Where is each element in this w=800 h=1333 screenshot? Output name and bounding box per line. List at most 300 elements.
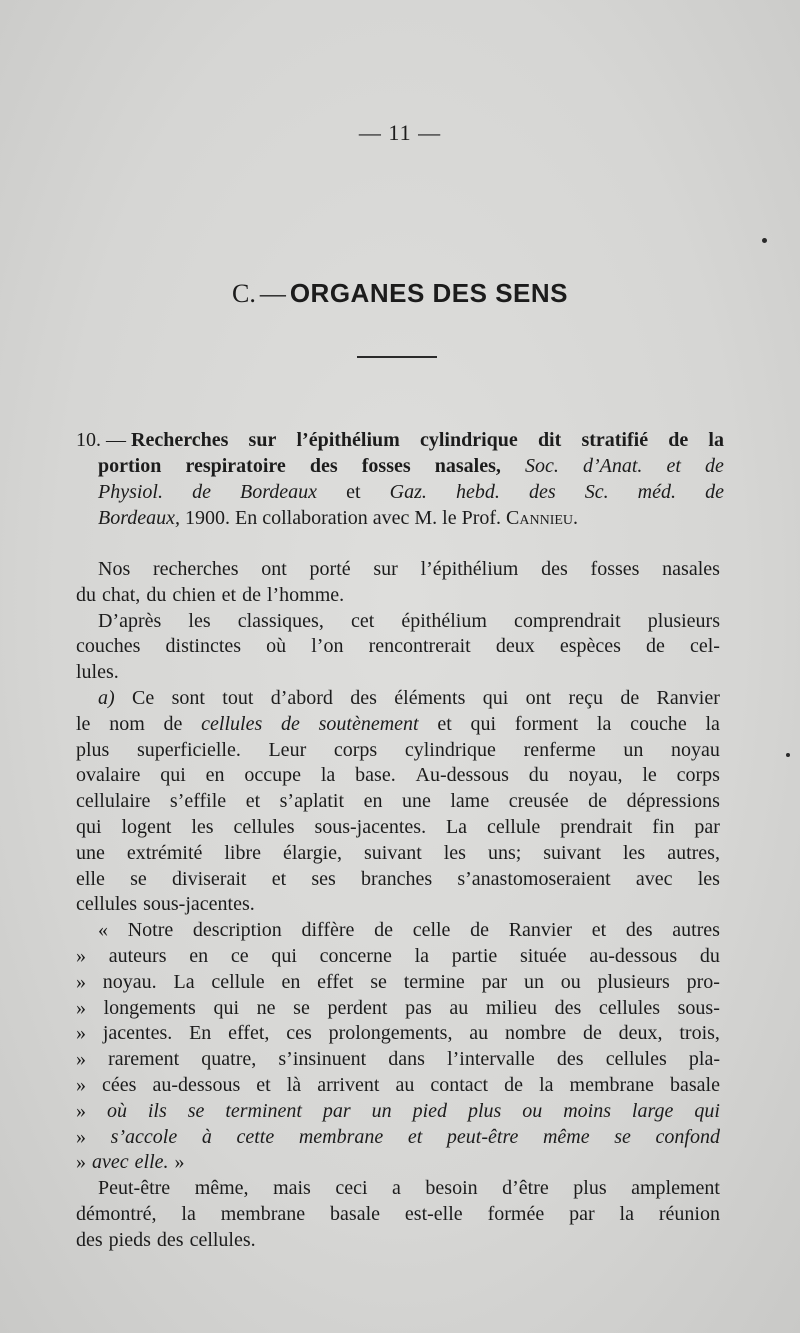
word: pieds xyxy=(108,1228,151,1251)
word: terminent xyxy=(225,1099,302,1122)
word: pas xyxy=(405,996,432,1019)
word: cées xyxy=(102,1073,137,1096)
text-line xyxy=(76,609,720,635)
word: dépressions xyxy=(626,790,720,813)
word: qui xyxy=(271,944,297,967)
word: ses xyxy=(311,867,336,890)
text-line xyxy=(76,892,720,918)
word: jacentes. xyxy=(102,1022,173,1045)
word: » xyxy=(76,996,86,1019)
word: suivant xyxy=(364,841,422,864)
text-line xyxy=(76,1228,720,1254)
word: » xyxy=(76,944,86,967)
text-line xyxy=(76,634,720,660)
word: formée xyxy=(487,1202,545,1225)
entry-word: sur xyxy=(248,429,277,451)
word: se xyxy=(187,1099,205,1122)
entry-word: Gaz. xyxy=(389,481,427,503)
word: où xyxy=(266,635,287,658)
body-text xyxy=(76,557,720,1254)
word: de xyxy=(242,583,261,606)
word: autres, xyxy=(667,841,720,864)
word: dans xyxy=(388,1048,425,1071)
word: distinctes xyxy=(165,635,242,658)
word: sur xyxy=(373,558,398,580)
word: membrane xyxy=(220,1202,306,1225)
bibliography-entry xyxy=(76,427,724,531)
entry-word: Sc. xyxy=(584,481,609,503)
word: effet, xyxy=(228,1022,270,1045)
word: soutènement xyxy=(318,712,419,735)
word: même, xyxy=(194,1177,249,1200)
word: avec xyxy=(92,1151,129,1174)
word: couches xyxy=(76,635,141,658)
word: besoin xyxy=(425,1177,478,1200)
word: épithélium xyxy=(401,609,487,632)
entry-word: nasales, xyxy=(434,455,501,477)
word: les xyxy=(697,867,720,890)
word: la xyxy=(539,1073,554,1096)
word: Leur xyxy=(268,738,307,761)
word: même xyxy=(542,1125,590,1148)
word: des xyxy=(156,1228,184,1251)
word: contact xyxy=(430,1073,489,1096)
text-line xyxy=(76,1073,720,1099)
word: cellules xyxy=(233,815,295,838)
word: réunion xyxy=(658,1202,720,1225)
word: du xyxy=(146,583,167,606)
text-line xyxy=(76,996,720,1022)
word: plusieurs xyxy=(647,609,720,632)
word: en xyxy=(205,764,225,787)
word: confond xyxy=(655,1125,720,1148)
word: » xyxy=(76,1048,86,1071)
word: partie xyxy=(451,944,498,967)
word: diffère xyxy=(301,919,355,942)
word: cel- xyxy=(689,635,720,658)
word: cellules xyxy=(201,712,263,735)
word: nombre xyxy=(505,1022,567,1045)
word: se xyxy=(293,996,310,1019)
word: longements xyxy=(103,996,196,1019)
word: nom xyxy=(109,712,145,735)
entry-word: stratifié xyxy=(581,429,649,451)
entry-line-2 xyxy=(76,453,724,479)
entry-word: Bordeaux xyxy=(240,481,318,503)
word: suivant xyxy=(543,841,602,864)
word: nasales xyxy=(662,558,720,580)
word: des xyxy=(556,1048,584,1071)
word: qui xyxy=(213,996,240,1019)
word: les xyxy=(623,841,646,864)
word: se xyxy=(130,867,147,890)
entry-word: d’Anat. xyxy=(582,455,643,477)
word: de xyxy=(582,1022,602,1045)
word: cellules xyxy=(76,893,138,916)
section-heading xyxy=(0,278,800,309)
word: couche xyxy=(630,712,687,735)
word: l’homme. xyxy=(266,583,345,606)
word: par xyxy=(694,815,720,838)
word: qui xyxy=(482,686,509,709)
entry-word: des xyxy=(528,481,556,503)
word: au xyxy=(449,996,469,1019)
word: s’aplatit xyxy=(279,790,345,813)
word: sous- xyxy=(677,996,720,1019)
word: cellule xyxy=(211,970,265,993)
text-line xyxy=(76,944,720,970)
word: sont xyxy=(171,686,205,709)
text-line xyxy=(76,867,720,893)
word: des xyxy=(625,919,653,942)
word: du xyxy=(76,583,96,606)
word: de xyxy=(645,635,665,658)
word: en xyxy=(189,944,209,967)
word: deux, xyxy=(618,1022,663,1045)
word: » xyxy=(76,1099,86,1122)
word: cet xyxy=(350,609,375,632)
word: plus xyxy=(573,1177,607,1200)
word: prolongements, xyxy=(328,1022,453,1045)
word: rarement xyxy=(108,1048,180,1071)
word: qui xyxy=(470,712,497,735)
word: ovalaire xyxy=(76,764,141,787)
text-line xyxy=(76,1176,720,1202)
word: un xyxy=(523,970,544,993)
text-line xyxy=(76,686,720,712)
word: rencontrerait xyxy=(368,635,471,658)
text-line xyxy=(76,1021,720,1047)
word: lame xyxy=(450,790,490,813)
word: » xyxy=(76,970,86,993)
word: l’épithélium xyxy=(420,558,519,580)
word: comprendrait xyxy=(514,609,621,632)
word: un xyxy=(371,1099,392,1122)
word: reçu xyxy=(568,686,603,709)
text-line xyxy=(76,583,720,609)
word: par xyxy=(569,1202,595,1225)
text-line xyxy=(76,738,720,764)
word: La xyxy=(173,970,195,993)
entry-word: des xyxy=(309,455,338,477)
entry-word: Soc. xyxy=(524,455,559,477)
word: qui xyxy=(160,764,186,787)
entry-line-4 xyxy=(76,505,724,531)
word: fin xyxy=(652,815,675,838)
word: les xyxy=(191,815,214,838)
word: uns; xyxy=(487,841,522,864)
entry-word: de xyxy=(705,481,724,503)
word: ne xyxy=(256,996,276,1019)
word: la xyxy=(181,1202,196,1225)
word: au xyxy=(395,1073,415,1096)
word: « xyxy=(98,919,108,942)
word: ce xyxy=(230,944,249,967)
word: à xyxy=(201,1125,212,1148)
word: espèces xyxy=(559,635,621,658)
word: membrane xyxy=(298,1125,384,1148)
word: extrémité xyxy=(126,841,203,864)
word: base. xyxy=(355,764,396,787)
word: cellulaire xyxy=(76,790,151,813)
word: mais xyxy=(273,1177,311,1200)
word: ils xyxy=(147,1099,167,1122)
word: celle xyxy=(412,919,451,942)
word: logent xyxy=(121,815,172,838)
section-divider xyxy=(357,356,437,358)
entry-word: Physiol. xyxy=(98,481,163,503)
word: Notre xyxy=(127,919,174,942)
section-dash: — xyxy=(259,279,286,308)
word: cellules xyxy=(598,996,661,1019)
word: du xyxy=(699,944,720,967)
text-line xyxy=(76,918,720,944)
word: des xyxy=(76,1228,103,1251)
word: l’intervalle xyxy=(447,1048,535,1071)
word: corps xyxy=(676,764,720,787)
word: de xyxy=(374,919,393,942)
word: une xyxy=(76,841,105,864)
word: sous-jacentes. xyxy=(314,815,427,838)
word: termine xyxy=(403,970,465,993)
word: Au-dessous xyxy=(415,764,509,787)
text-line xyxy=(76,712,720,738)
word: tout xyxy=(222,686,254,709)
word: s’insinuent xyxy=(278,1048,367,1071)
word: effet xyxy=(317,970,354,993)
word: Ranvier xyxy=(656,686,720,709)
entry-word: de xyxy=(668,429,689,451)
word: noyau xyxy=(671,738,720,761)
word: pla- xyxy=(688,1048,720,1071)
word: lules. xyxy=(76,661,119,684)
section-title: ORGANES DES SENS xyxy=(289,278,568,308)
page-number: — 11 — xyxy=(358,120,442,145)
word: En xyxy=(189,1022,212,1045)
word: Nos xyxy=(98,558,131,580)
word: amplement xyxy=(631,1177,720,1200)
word: elle xyxy=(76,867,105,890)
word: où xyxy=(106,1099,127,1122)
word: du xyxy=(528,764,549,787)
word: d’être xyxy=(502,1177,549,1200)
word: autres xyxy=(672,919,720,942)
word: en xyxy=(281,970,301,993)
text-line xyxy=(76,970,720,996)
word: la xyxy=(619,1202,634,1225)
word: noyau. xyxy=(102,970,157,993)
word: concerne xyxy=(319,944,392,967)
entry-word: hebd. xyxy=(455,481,500,503)
text-line xyxy=(76,1150,720,1176)
word: D’après xyxy=(98,609,162,632)
word: de xyxy=(504,1073,524,1096)
word: perdent xyxy=(327,996,388,1019)
word: des xyxy=(350,686,377,709)
word: cylindrique xyxy=(404,738,496,761)
word: s’effile xyxy=(169,790,227,813)
word: elle. xyxy=(134,1151,169,1174)
word: cellules. xyxy=(189,1228,256,1251)
word: de xyxy=(163,712,183,735)
word: pro- xyxy=(686,970,720,993)
text-line xyxy=(76,660,720,686)
entry-word: dit xyxy=(537,429,562,451)
word: libre xyxy=(224,841,262,864)
word: d’abord xyxy=(270,686,333,709)
word: occupe xyxy=(244,764,302,787)
word: » xyxy=(76,1151,86,1174)
word: au xyxy=(469,1022,489,1045)
word: les xyxy=(188,609,211,632)
word: prendrait xyxy=(560,815,633,838)
text-line xyxy=(76,1099,720,1125)
word: La xyxy=(445,815,468,838)
word: la xyxy=(596,712,612,735)
word: une xyxy=(401,790,431,813)
ink-speck xyxy=(786,753,790,757)
word: là xyxy=(286,1073,302,1096)
word: diviserait xyxy=(172,867,247,890)
word: des xyxy=(541,558,568,580)
word: et xyxy=(256,1073,271,1096)
word: située xyxy=(520,944,567,967)
word: superficielle. xyxy=(136,738,241,761)
word: pied xyxy=(412,1099,448,1122)
word: de xyxy=(280,712,300,735)
word: démontré, xyxy=(76,1202,157,1225)
word: est-elle xyxy=(404,1202,463,1225)
word: moins xyxy=(563,1099,611,1122)
word: élargie, xyxy=(282,841,343,864)
word: basale xyxy=(330,1202,381,1225)
word: et xyxy=(271,867,287,890)
word: plus xyxy=(467,1099,502,1122)
word: le xyxy=(642,764,657,787)
entry-word: portion xyxy=(98,455,162,477)
text-line xyxy=(76,841,720,867)
entry-word: la xyxy=(708,429,724,451)
word: par xyxy=(322,1099,351,1122)
entry-word: et xyxy=(346,481,361,503)
entry-word: fosses xyxy=(361,455,411,477)
word: et xyxy=(437,712,452,735)
word: de xyxy=(620,686,640,709)
section-letter: C. xyxy=(231,279,256,308)
entry-publication: Bordeaux, 1900. En collaboration avec M. le Prof. Cannieu. xyxy=(98,507,579,529)
word: plusieurs xyxy=(597,970,670,993)
word: au-dessous xyxy=(589,944,678,967)
word: ceci xyxy=(335,1177,368,1200)
word: peut-être xyxy=(446,1125,519,1148)
word: classiques, xyxy=(237,609,324,632)
word: cellules xyxy=(605,1048,667,1071)
word: forment xyxy=(514,712,579,735)
ink-speck xyxy=(762,238,767,243)
word: » xyxy=(76,1022,86,1045)
word: renferme xyxy=(523,738,596,761)
text-line xyxy=(76,763,720,789)
word: Ce xyxy=(132,686,155,709)
word: en xyxy=(363,790,383,813)
word: se xyxy=(370,970,387,993)
word: se xyxy=(614,1125,631,1148)
text-line xyxy=(76,789,720,815)
word: des xyxy=(554,996,582,1019)
word: ont xyxy=(261,558,287,580)
word: membrane xyxy=(569,1073,654,1096)
word: corps xyxy=(333,738,378,761)
word: de xyxy=(588,790,608,813)
word: avec xyxy=(635,867,673,890)
word: large xyxy=(631,1099,674,1122)
word: et xyxy=(221,583,237,606)
entry-number: 10. — Recherches xyxy=(76,429,229,451)
word: qui xyxy=(694,1099,720,1122)
word: recherches xyxy=(152,558,239,580)
word: auteurs xyxy=(108,944,167,967)
word: milieu xyxy=(485,996,537,1019)
word: éléments xyxy=(394,686,466,709)
text-line xyxy=(76,1125,720,1151)
word: la xyxy=(320,764,336,787)
text-line xyxy=(76,557,720,583)
word: au-dessous xyxy=(152,1073,241,1096)
word: ou xyxy=(560,970,581,993)
text-line xyxy=(76,815,720,841)
word: porté xyxy=(309,558,351,580)
word: arrivent xyxy=(317,1073,380,1096)
text-line xyxy=(76,1047,720,1073)
entry-word: l’épithélium xyxy=(296,429,400,451)
word: Ranvier xyxy=(508,919,573,942)
word: ou xyxy=(522,1099,543,1122)
entry-word: et xyxy=(666,455,681,477)
entry-word: méd. xyxy=(637,481,676,503)
entry-line-3 xyxy=(76,479,724,505)
entry-line-1 xyxy=(76,427,724,453)
word: ont xyxy=(525,686,552,709)
word: a) xyxy=(98,686,115,709)
entry-word: cylindrique xyxy=(419,429,518,451)
word: chien xyxy=(172,583,216,606)
word: basale xyxy=(669,1073,720,1096)
word: » xyxy=(76,1125,86,1148)
word: ces xyxy=(286,1022,312,1045)
text-line xyxy=(76,1202,720,1228)
word: quatre, xyxy=(201,1048,257,1071)
word: un xyxy=(623,738,644,761)
word: le xyxy=(76,712,91,735)
word: par xyxy=(481,970,508,993)
word: fosses xyxy=(590,558,640,580)
word: description xyxy=(192,919,282,942)
word: cette xyxy=(236,1125,275,1148)
word: deux xyxy=(495,635,535,658)
word: chat, xyxy=(102,583,141,606)
word: la xyxy=(705,712,720,735)
word: de xyxy=(470,919,490,942)
word: sous-jacentes. xyxy=(143,893,255,916)
word: et xyxy=(407,1125,423,1148)
word: et xyxy=(245,790,261,813)
entry-word: respiratoire xyxy=(185,455,286,477)
word: trois, xyxy=(679,1022,720,1045)
word: » xyxy=(174,1151,185,1174)
word: la xyxy=(414,944,429,967)
word: Peut-être xyxy=(98,1177,171,1200)
word: qui xyxy=(76,815,102,838)
